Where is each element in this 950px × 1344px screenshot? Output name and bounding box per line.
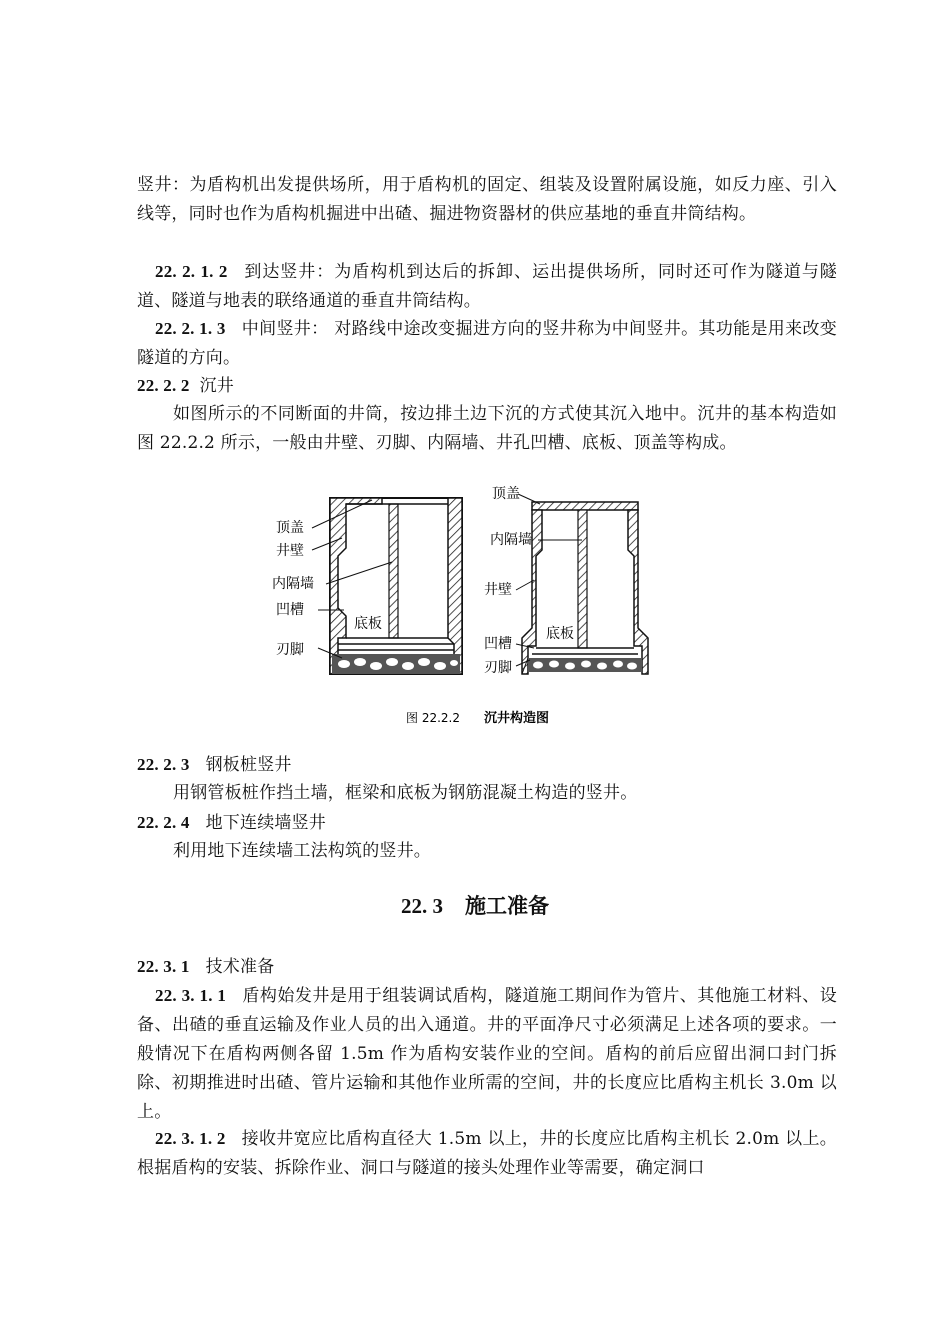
section-2222-heading [137,371,837,401]
paragraph-text: 竖井：为盾构机出发提供场所，用于盾构机的固定、组装及设置附属设施，如反力座、引入线等，同时也作为盾构机掘进中出碴、掘进物资器材的供应基地的垂直井筒结构。 [137,175,837,224]
paragraph-text: 如图所示的不同断面的井筒，按边排土边下沉的方式使其沉入地中。沉井的基本构造如图 22.2.2 所示，一般由井壁、刃脚、内隔墙、井孔凹槽、底板、顶盖等构成。 [137,404,837,453]
section-number: 22. 2. 1. 2 [155,262,228,281]
section-number: 22. 3. 1 [137,957,190,976]
section-22312 [137,1124,837,1183]
label-groove-right: 凹槽 [484,636,512,652]
inner-partition-right [578,510,587,648]
section-2224-heading [137,808,837,838]
top-cover [532,502,638,510]
label-bottom-slab: 底板 [354,616,382,632]
paragraph-steel-sheet-pile [137,779,837,808]
label-inner-partition: 内隔墙 [272,576,314,592]
paragraph-caisson [137,400,837,458]
section-title: 钢板桩竖井 [205,755,292,775]
section-2231-heading [137,952,837,982]
paragraph-shaft-start [137,171,837,229]
section-title: 地下连续墙竖井 [205,813,327,833]
left-wall-hatch [330,498,382,674]
label-shaft-wall-right: 井壁 [484,582,512,598]
paragraph-diaphragm-wall [137,837,837,866]
section-22212 [137,257,837,316]
inner-partition [389,504,398,638]
section-text: 到达竖井：为盾构机到达后的拆卸、运出提供场所，同时还可作为隧道与隧道、隧道与地表的联络通道的垂直井筒结构。 [137,262,837,311]
section-text: 中间竖井： 对路线中途改变掘进方向的竖井称为中间竖井。其功能是用来改变隧道的方向。 [137,319,838,368]
left-caisson-diagram [272,498,462,674]
section-number: 22. 3. 1. 2 [155,1129,226,1148]
label-top-cover: 顶盖 [276,520,304,536]
section-title: 技术准备 [205,957,275,977]
chapter-heading-223 [0,890,950,920]
figure-caption-title: 沉井构造图 [484,711,550,726]
section-number: 22. 2. 3 [137,755,190,774]
label-cutting-edge-right: 刃脚 [484,660,512,676]
section-text: 盾构始发井是用于组装调试盾构，隧道施工期间作为管片、其他施工材料、设备、出碴的垂直运输及作业人员的出入通道。井的平面净尺寸必须满足上述各项的要求。一般情况下在盾构两侧各留 1.5m 作为盾构安装作业的空间。盾构的前后应留出洞口封门拆除、初期推进时出碴、管片运输和其他作业所需的空间，井的长度应比盾构主机长 3.0m 以上。 [137,986,837,1122]
label-bottom-slab-right: 底板 [546,626,574,642]
section-22213 [137,314,837,373]
label-groove: 凹槽 [276,602,304,618]
section-number: 22. 2. 1. 3 [155,319,226,338]
label-inner-partition-right: 内隔墙 [490,532,532,548]
right-wall-hatch [448,498,462,674]
section-title: 沉井 [199,376,235,396]
section-2223-heading [137,750,837,780]
label-top-cover-right: 顶盖 [492,486,520,502]
paragraph-text: 利用地下连续墙工法构筑的竖井。 [173,841,431,861]
label-cutting-edge: 刃脚 [276,642,304,658]
section-number: 22. 2. 4 [137,813,190,832]
figure-caption-number: 图 22.2.2 [406,711,460,725]
chapter-number: 22. 3 [401,894,443,918]
section-number: 22. 2. 2 [137,376,190,395]
chapter-title: 施工准备 [465,893,549,918]
right-caisson-diagram [484,486,648,676]
section-22311 [137,981,837,1127]
caisson-structure-figure [272,478,672,738]
paragraph-text: 用钢管板桩作挡土墙，框梁和底板为钢筋混凝土构造的竖井。 [173,783,638,803]
section-text: 接收井宽应比盾构直径大 1.5m 以上，井的长度应比盾构主机长 2.0m 以上。根据盾构的安装、拆除作业、洞口与隧道的接头处理作业等需要，确定洞口 [137,1129,837,1178]
section-number: 22. 3. 1. 1 [155,986,227,1005]
label-shaft-wall: 井壁 [276,543,304,559]
